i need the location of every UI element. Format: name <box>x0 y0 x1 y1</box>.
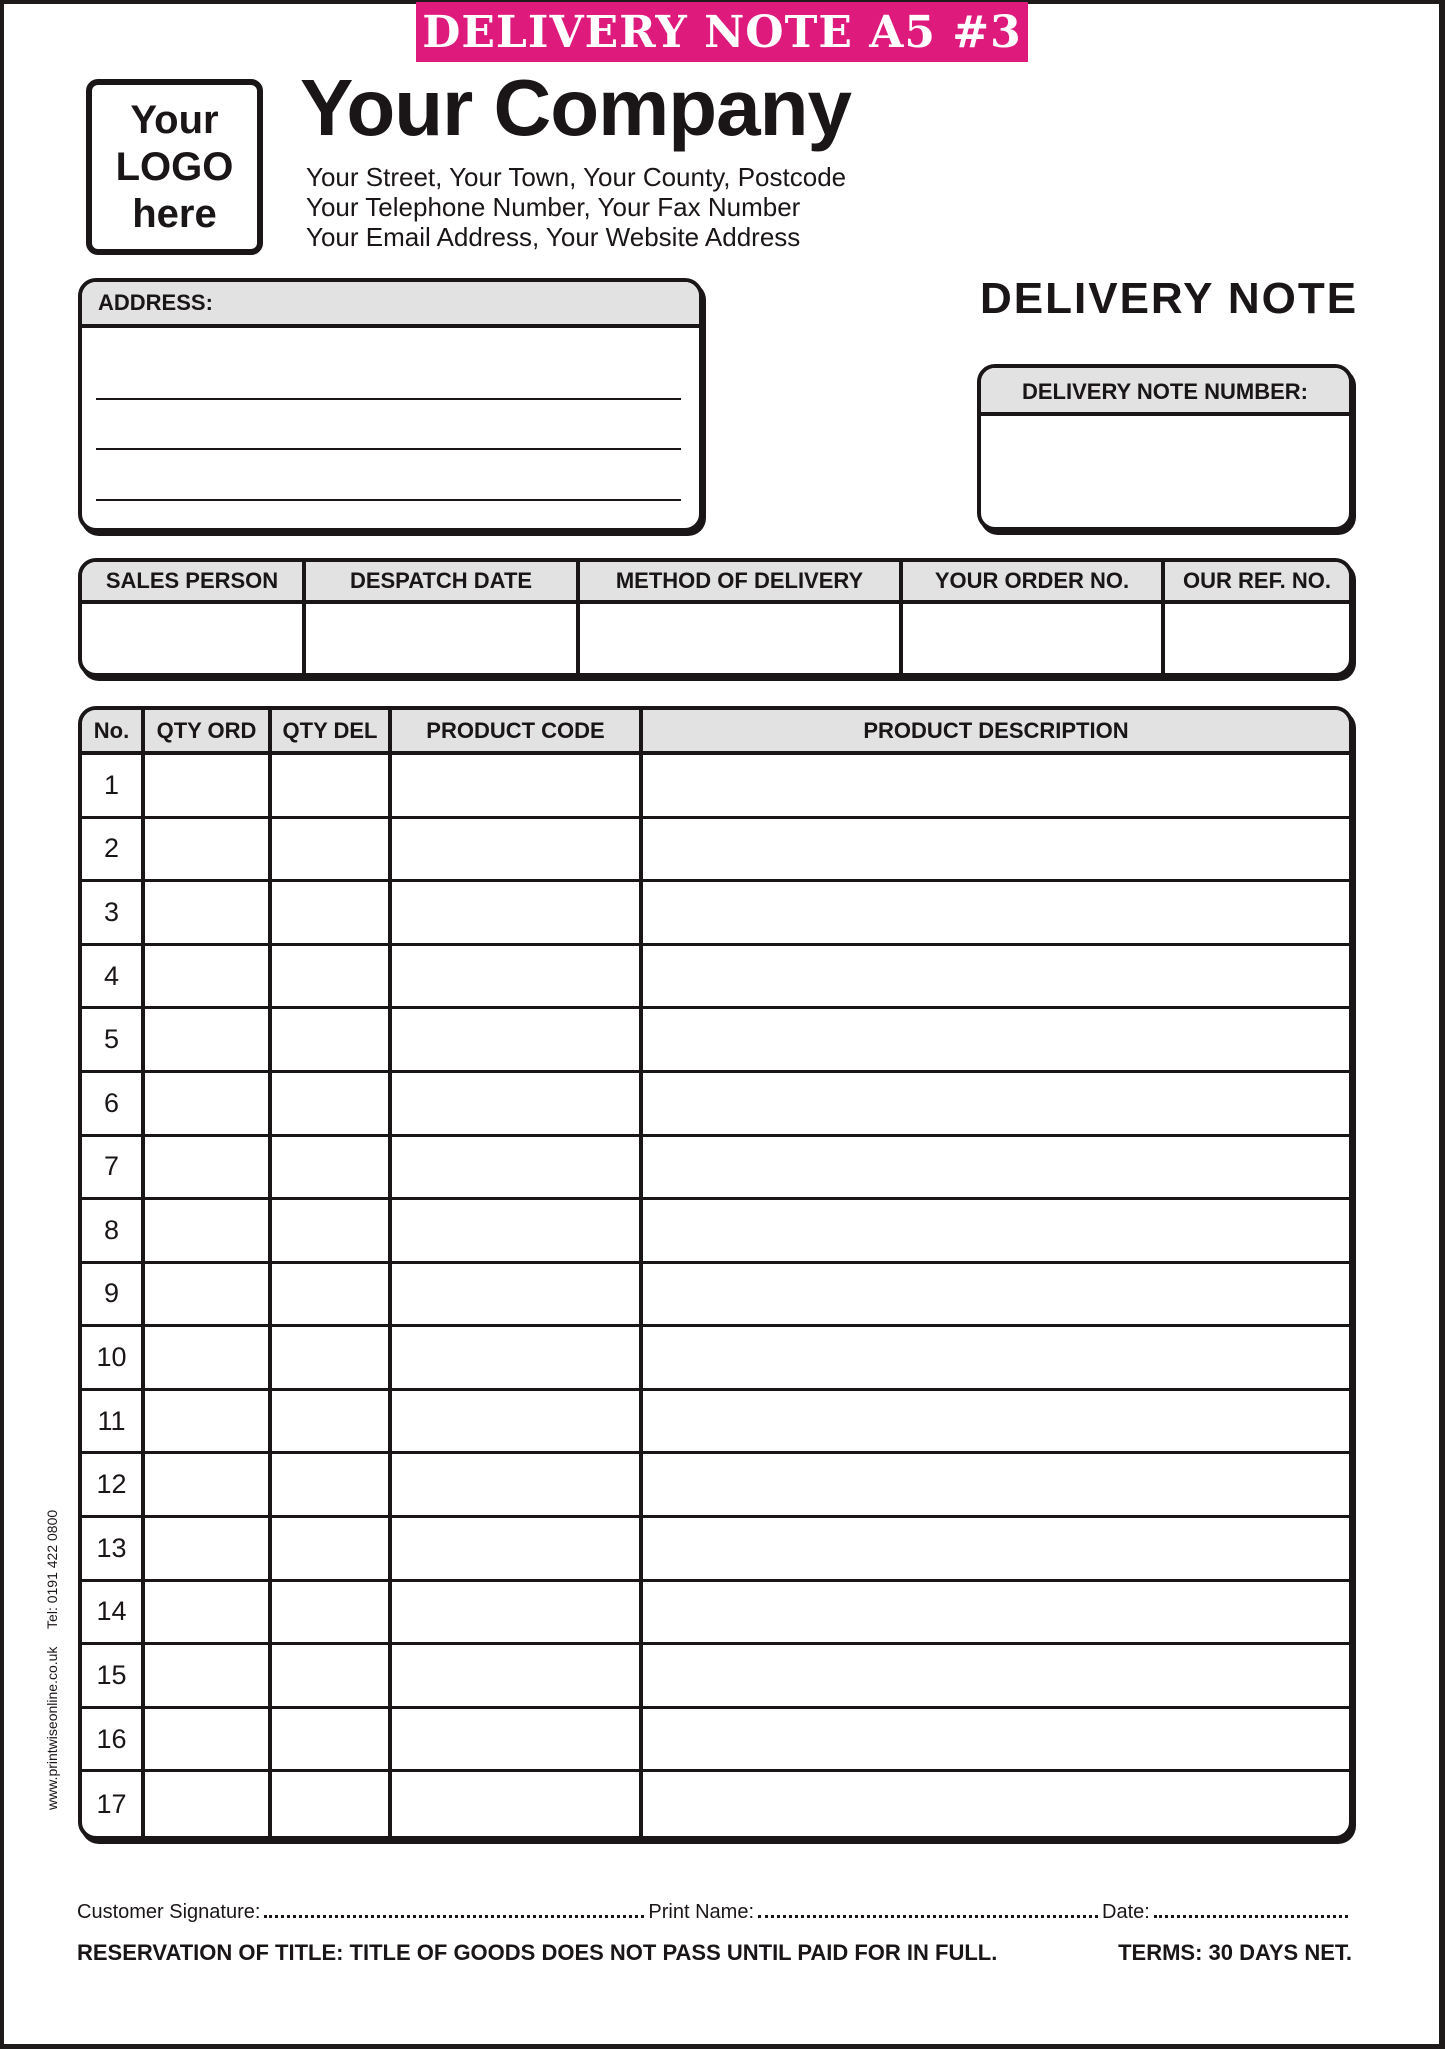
delivery-note-number-field[interactable] <box>981 416 1349 526</box>
row-number: 17 <box>82 1772 145 1836</box>
product-description-field[interactable] <box>643 819 1349 883</box>
sales-person-field[interactable] <box>82 604 306 673</box>
row-number: 12 <box>82 1454 145 1518</box>
qty-del-field[interactable] <box>272 1454 392 1518</box>
header-no: No. <box>82 710 145 755</box>
product-description-field[interactable] <box>643 755 1349 819</box>
qty-del-field[interactable] <box>272 1391 392 1455</box>
product-code-field[interactable] <box>392 1137 643 1201</box>
company-details <box>306 162 846 252</box>
product-code-field[interactable] <box>392 819 643 883</box>
document-title: DELIVERY NOTE <box>980 274 1359 323</box>
order-info-table <box>78 558 1353 677</box>
qty-ord-field[interactable] <box>145 1327 272 1391</box>
product-code-field[interactable] <box>392 755 643 819</box>
address-line-2[interactable] <box>96 448 681 450</box>
qty-ord-field[interactable] <box>145 1582 272 1646</box>
qty-ord-field[interactable] <box>145 1518 272 1582</box>
printer-website: www.printwiseonline.co.uk <box>44 1646 60 1810</box>
product-code-field[interactable] <box>392 1582 643 1646</box>
customer-signature-field[interactable] <box>264 1900 644 1918</box>
product-code-field[interactable] <box>392 1264 643 1328</box>
header-product-description: PRODUCT DESCRIPTION <box>643 710 1349 755</box>
header-our-ref-no: OUR REF. NO. <box>1165 562 1349 604</box>
address-line-3[interactable] <box>96 499 681 501</box>
qty-del-field[interactable] <box>272 819 392 883</box>
product-description-field[interactable] <box>643 1645 1349 1709</box>
date-label: Date: <box>1102 1901 1150 1923</box>
print-name-field[interactable] <box>758 1900 1098 1918</box>
address-box <box>78 278 703 532</box>
row-number: 3 <box>82 882 145 946</box>
row-number: 11 <box>82 1391 145 1455</box>
qty-ord-field[interactable] <box>145 1264 272 1328</box>
qty-ord-field[interactable] <box>145 1391 272 1455</box>
qty-ord-field[interactable] <box>145 1454 272 1518</box>
row-number: 15 <box>82 1645 145 1709</box>
logo-line: Your <box>130 97 219 142</box>
qty-del-field[interactable] <box>272 1518 392 1582</box>
row-number: 10 <box>82 1327 145 1391</box>
product-description-field[interactable] <box>643 1454 1349 1518</box>
despatch-date-field[interactable] <box>306 604 580 673</box>
qty-del-field[interactable] <box>272 1200 392 1264</box>
terms-row <box>77 1940 1352 1966</box>
our-ref-no-field[interactable] <box>1165 604 1349 673</box>
qty-ord-field[interactable] <box>145 1709 272 1773</box>
items-table <box>78 706 1353 1840</box>
qty-ord-field[interactable] <box>145 1645 272 1709</box>
qty-ord-field[interactable] <box>145 1137 272 1201</box>
address-label: ADDRESS: <box>82 282 699 328</box>
product-code-field[interactable] <box>392 1327 643 1391</box>
qty-ord-field[interactable] <box>145 1772 272 1836</box>
qty-del-field[interactable] <box>272 1582 392 1646</box>
logo-line: here <box>132 191 217 236</box>
qty-del-field[interactable] <box>272 1264 392 1328</box>
product-description-field[interactable] <box>643 946 1349 1010</box>
product-description-field[interactable] <box>643 1264 1349 1328</box>
qty-ord-field[interactable] <box>145 1200 272 1264</box>
qty-ord-field[interactable] <box>145 755 272 819</box>
logo-placeholder <box>86 79 263 255</box>
product-code-field[interactable] <box>392 1391 643 1455</box>
product-description-field[interactable] <box>643 1137 1349 1201</box>
product-code-field[interactable] <box>392 1009 643 1073</box>
product-code-field[interactable] <box>392 882 643 946</box>
row-number: 2 <box>82 819 145 883</box>
product-banner: DELIVERY NOTE A5 #3 <box>416 2 1028 62</box>
payment-terms: TERMS: 30 DAYS NET. <box>1118 1940 1352 1965</box>
qty-ord-field[interactable] <box>145 819 272 883</box>
row-number: 8 <box>82 1200 145 1264</box>
product-description-field[interactable] <box>643 882 1349 946</box>
row-number: 7 <box>82 1137 145 1201</box>
print-name-label: Print Name: <box>648 1901 755 1923</box>
header-despatch-date: DESPATCH DATE <box>306 562 580 604</box>
company-email-web: Your Email Address, Your Website Address <box>306 222 801 252</box>
product-description-field[interactable] <box>643 1582 1349 1646</box>
product-code-field[interactable] <box>392 1645 643 1709</box>
company-address: Your Street, Your Town, Your County, Postcode <box>306 162 847 192</box>
product-code-field[interactable] <box>392 1073 643 1137</box>
product-description-field[interactable] <box>643 1391 1349 1455</box>
date-field[interactable] <box>1154 1900 1348 1918</box>
qty-del-field[interactable] <box>272 1327 392 1391</box>
row-number: 4 <box>82 946 145 1010</box>
delivery-note-number-label: DELIVERY NOTE NUMBER: <box>981 368 1349 416</box>
header-method-of-delivery: METHOD OF DELIVERY <box>580 562 903 604</box>
row-number: 14 <box>82 1582 145 1646</box>
qty-del-field[interactable] <box>272 1772 392 1836</box>
logo-line: LOGO <box>115 144 234 189</box>
qty-ord-field[interactable] <box>145 1073 272 1137</box>
qty-del-field[interactable] <box>272 1009 392 1073</box>
product-description-field[interactable] <box>643 1200 1349 1264</box>
product-code-field[interactable] <box>392 1454 643 1518</box>
signature-row <box>77 1900 1352 1924</box>
product-code-field[interactable] <box>392 1518 643 1582</box>
header-qty-del: QTY DEL <box>272 710 392 755</box>
delivery-note-number-box <box>977 364 1353 531</box>
qty-del-field[interactable] <box>272 1137 392 1201</box>
company-phone-fax: Your Telephone Number, Your Fax Number <box>306 192 801 222</box>
reservation-of-title: RESERVATION OF TITLE: TITLE OF GOODS DOES NOT PASS UNTIL PAID FOR IN FULL. <box>77 1940 998 1965</box>
qty-del-field[interactable] <box>272 1645 392 1709</box>
qty-ord-field[interactable] <box>145 946 272 1010</box>
row-number: 13 <box>82 1518 145 1582</box>
product-description-field[interactable] <box>643 1327 1349 1391</box>
row-number: 5 <box>82 1009 145 1073</box>
qty-ord-field[interactable] <box>145 882 272 946</box>
header-product-code: PRODUCT CODE <box>392 710 643 755</box>
product-description-field[interactable] <box>643 1009 1349 1073</box>
row-number: 9 <box>82 1264 145 1328</box>
product-code-field[interactable] <box>392 1772 643 1836</box>
qty-del-field[interactable] <box>272 1073 392 1137</box>
row-number: 16 <box>82 1709 145 1773</box>
product-code-field[interactable] <box>392 946 643 1010</box>
customer-signature-label: Customer Signature: <box>77 1901 261 1923</box>
qty-ord-field[interactable] <box>145 1009 272 1073</box>
row-number: 6 <box>82 1073 145 1137</box>
header-sales-person: SALES PERSON <box>82 562 306 604</box>
product-code-field[interactable] <box>392 1709 643 1773</box>
product-description-field[interactable] <box>643 1772 1349 1836</box>
your-order-no-field[interactable] <box>903 604 1165 673</box>
header-qty-ord: QTY ORD <box>145 710 272 755</box>
qty-del-field[interactable] <box>272 1709 392 1773</box>
qty-del-field[interactable] <box>272 946 392 1010</box>
method-of-delivery-field[interactable] <box>580 604 903 673</box>
address-line-1[interactable] <box>96 398 681 400</box>
company-name: Your Company <box>300 63 852 152</box>
printer-credit <box>44 1496 60 1810</box>
product-description-field[interactable] <box>643 1709 1349 1773</box>
printer-phone: Tel: 0191 422 0800 <box>44 1509 60 1629</box>
row-number: 1 <box>82 755 145 819</box>
product-code-field[interactable] <box>392 1200 643 1264</box>
product-description-field[interactable] <box>643 1073 1349 1137</box>
qty-del-field[interactable] <box>272 882 392 946</box>
header-your-order-no: YOUR ORDER NO. <box>903 562 1165 604</box>
product-description-field[interactable] <box>643 1518 1349 1582</box>
qty-del-field[interactable] <box>272 755 392 819</box>
